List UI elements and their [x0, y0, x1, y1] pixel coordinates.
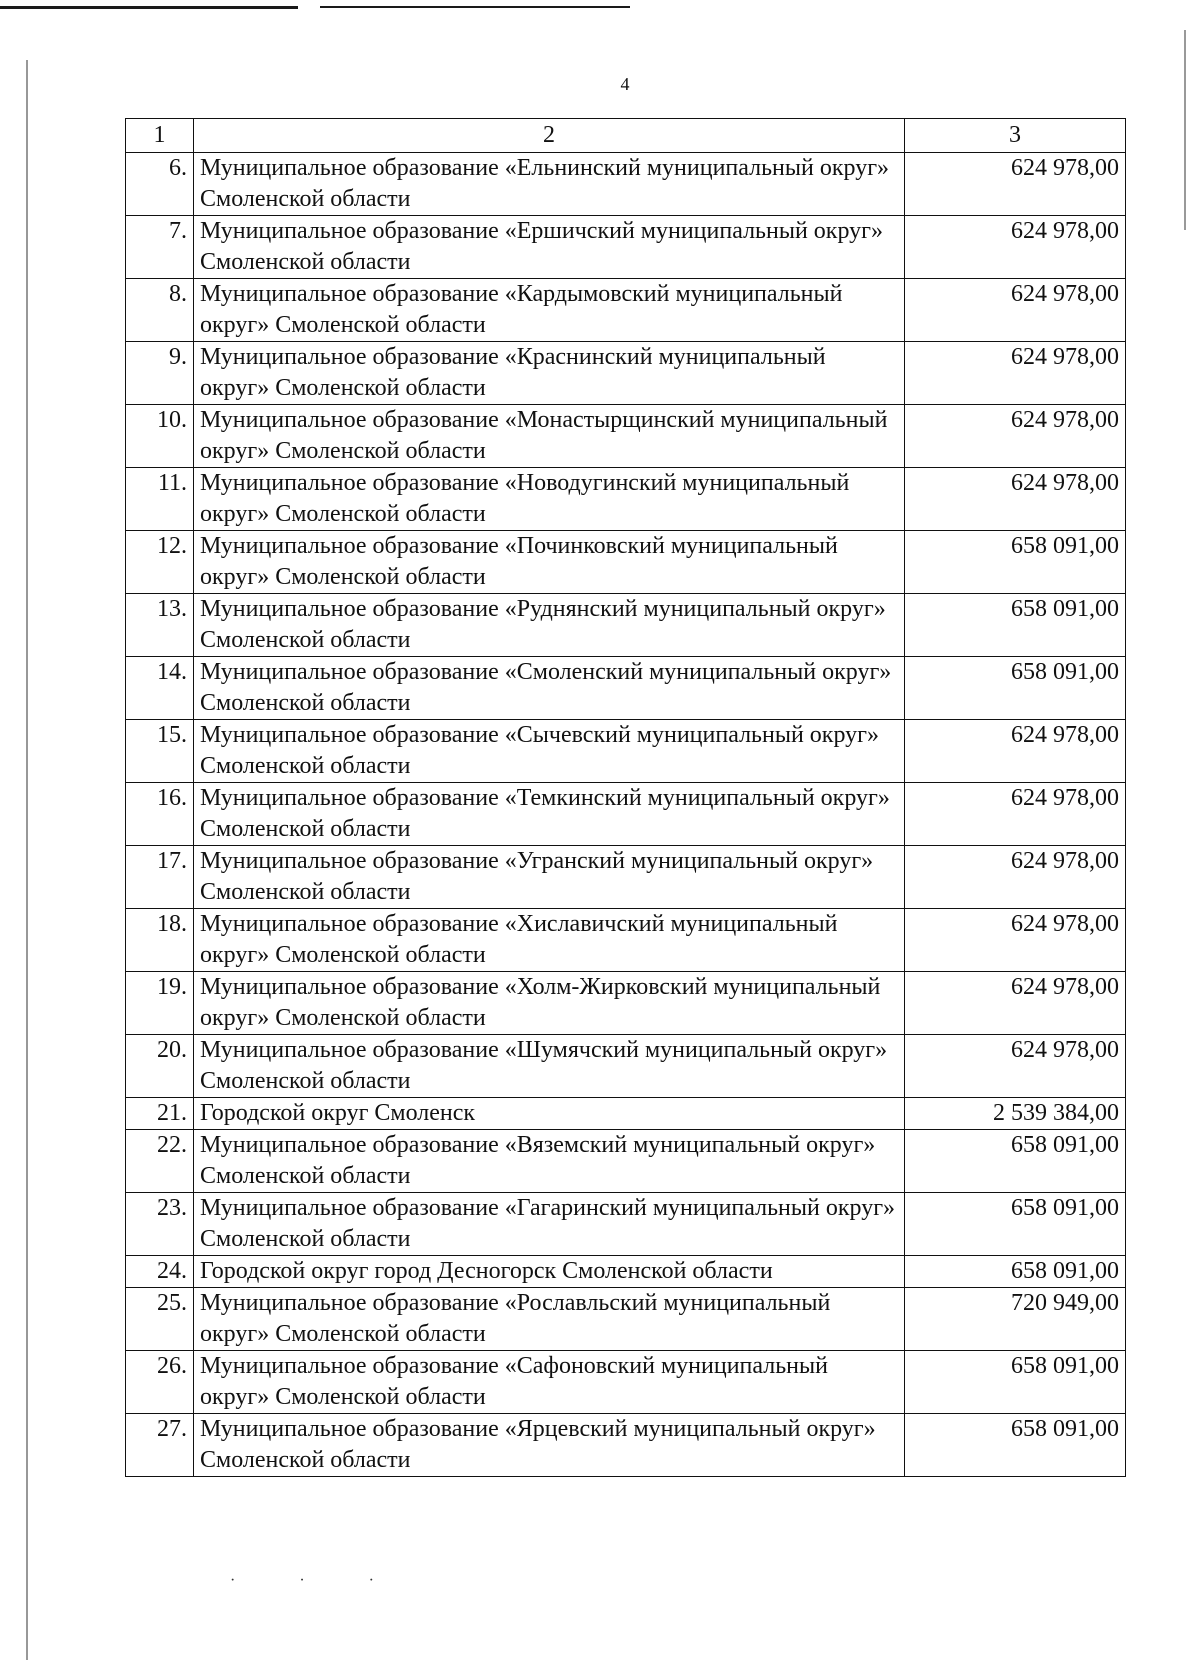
row-number: 25. — [126, 1288, 194, 1351]
table-row — [126, 405, 1126, 468]
table-row — [126, 468, 1126, 531]
municipality-name: Городской округ город Десногорск Смоленской области — [194, 1256, 905, 1288]
row-number: 17. — [126, 846, 194, 909]
row-number: 18. — [126, 909, 194, 972]
scan-border-left — [26, 60, 28, 1660]
allocation-amount: 658 091,00 — [905, 1414, 1126, 1477]
municipality-name: Муниципальное образование «Рославльский муниципальный округ» Смоленской области — [194, 1288, 905, 1351]
municipality-name: Муниципальное образование «Кардымовский муниципальный округ» Смоленской области — [194, 279, 905, 342]
municipality-name: Муниципальное образование «Монастырщинский муниципальный округ» Смоленской области — [194, 405, 905, 468]
table-row — [126, 657, 1126, 720]
header-cell-name: 2 — [194, 119, 905, 153]
municipality-name: Муниципальное образование «Ельнинский муниципальный округ» Смоленской области — [194, 153, 905, 216]
table-row — [126, 1414, 1126, 1477]
row-number: 21. — [126, 1098, 194, 1130]
row-number: 22. — [126, 1130, 194, 1193]
allocation-amount: 658 091,00 — [905, 1130, 1126, 1193]
allocation-amount: 624 978,00 — [905, 216, 1126, 279]
row-number: 23. — [126, 1193, 194, 1256]
row-number: 24. — [126, 1256, 194, 1288]
municipality-name: Муниципальное образование «Вяземский муниципальный округ» Смоленской области — [194, 1130, 905, 1193]
table-row — [126, 1130, 1126, 1193]
allocation-amount: 720 949,00 — [905, 1288, 1126, 1351]
allocation-amount: 624 978,00 — [905, 1035, 1126, 1098]
scan-border-top-right — [320, 6, 630, 8]
row-number: 6. — [126, 153, 194, 216]
allocation-amount: 624 978,00 — [905, 279, 1126, 342]
municipality-name: Муниципальное образование «Шумячский муниципальный округ» Смоленской области — [194, 1035, 905, 1098]
header-cell-number: 1 — [126, 119, 194, 153]
table-row — [126, 1098, 1126, 1130]
row-number: 7. — [126, 216, 194, 279]
municipality-name: Муниципальное образование «Руднянский муниципальный округ» Смоленской области — [194, 594, 905, 657]
municipality-name: Муниципальное образование «Угранский муниципальный округ» Смоленской области — [194, 846, 905, 909]
row-number: 15. — [126, 720, 194, 783]
municipality-name: Муниципальное образование «Новодугинский муниципальный округ» Смоленской области — [194, 468, 905, 531]
municipality-name: Муниципальное образование «Ярцевский муниципальный округ» Смоленской области — [194, 1414, 905, 1477]
row-number: 12. — [126, 531, 194, 594]
municipality-name: Муниципальное образование «Смоленский муниципальный округ» Смоленской области — [194, 657, 905, 720]
allocation-amount: 624 978,00 — [905, 909, 1126, 972]
row-number: 13. — [126, 594, 194, 657]
table-row — [126, 720, 1126, 783]
header-cell-amount: 3 — [905, 119, 1126, 153]
allocation-amount: 658 091,00 — [905, 1193, 1126, 1256]
municipality-name: Муниципальное образование «Ершичский муниципальный округ» Смоленской области — [194, 216, 905, 279]
scan-specks: · · · — [230, 1572, 404, 1589]
scan-border-right — [1184, 30, 1186, 230]
row-number: 14. — [126, 657, 194, 720]
allocation-amount: 624 978,00 — [905, 405, 1126, 468]
table-row — [126, 1035, 1126, 1098]
table-row — [126, 153, 1126, 216]
row-number: 9. — [126, 342, 194, 405]
table-row — [126, 1288, 1126, 1351]
table-row — [126, 594, 1126, 657]
allocation-amount: 624 978,00 — [905, 468, 1126, 531]
table-row — [126, 783, 1126, 846]
allocation-amount: 624 978,00 — [905, 783, 1126, 846]
municipality-name: Муниципальное образование «Сычевский муниципальный округ» Смоленской области — [194, 720, 905, 783]
allocation-amount: 624 978,00 — [905, 720, 1126, 783]
municipality-name: Городской округ Смоленск — [194, 1098, 905, 1130]
table-row — [126, 216, 1126, 279]
municipality-name: Муниципальное образование «Холм-Жирковский муниципальный округ» Смоленской области — [194, 972, 905, 1035]
row-number: 19. — [126, 972, 194, 1035]
table-row — [126, 1193, 1126, 1256]
table-row — [126, 909, 1126, 972]
allocation-table — [125, 118, 1126, 1477]
allocation-amount: 624 978,00 — [905, 846, 1126, 909]
municipality-name: Муниципальное образование «Гагаринский муниципальный округ» Смоленской области — [194, 1193, 905, 1256]
row-number: 20. — [126, 1035, 194, 1098]
municipality-name: Муниципальное образование «Хиславичский муниципальный округ» Смоленской области — [194, 909, 905, 972]
row-number: 27. — [126, 1414, 194, 1477]
table-row — [126, 846, 1126, 909]
allocation-amount: 624 978,00 — [905, 972, 1126, 1035]
scan-border-top-left — [0, 6, 298, 9]
row-number: 10. — [126, 405, 194, 468]
allocation-amount: 658 091,00 — [905, 1351, 1126, 1414]
allocation-amount: 658 091,00 — [905, 531, 1126, 594]
municipality-name: Муниципальное образование «Сафоновский муниципальный округ» Смоленской области — [194, 1351, 905, 1414]
table-header-row — [126, 119, 1126, 153]
table-row — [126, 1256, 1126, 1288]
row-number: 26. — [126, 1351, 194, 1414]
row-number: 8. — [126, 279, 194, 342]
municipality-name: Муниципальное образование «Починковский муниципальный округ» Смоленской области — [194, 531, 905, 594]
allocation-amount: 624 978,00 — [905, 342, 1126, 405]
allocation-amount: 658 091,00 — [905, 594, 1126, 657]
allocation-amount: 658 091,00 — [905, 657, 1126, 720]
row-number: 16. — [126, 783, 194, 846]
row-number: 11. — [126, 468, 194, 531]
table-row — [126, 1351, 1126, 1414]
table-row — [126, 972, 1126, 1035]
allocation-amount: 658 091,00 — [905, 1256, 1126, 1288]
table-row — [126, 531, 1126, 594]
municipality-name: Муниципальное образование «Темкинский муниципальный округ» Смоленской области — [194, 783, 905, 846]
municipality-name: Муниципальное образование «Краснинский муниципальный округ» Смоленской области — [194, 342, 905, 405]
table-body — [126, 153, 1126, 1477]
table-row — [126, 279, 1126, 342]
table-row — [126, 342, 1126, 405]
allocation-amount: 624 978,00 — [905, 153, 1126, 216]
allocation-amount: 2 539 384,00 — [905, 1098, 1126, 1130]
page-number: 4 — [620, 74, 630, 94]
